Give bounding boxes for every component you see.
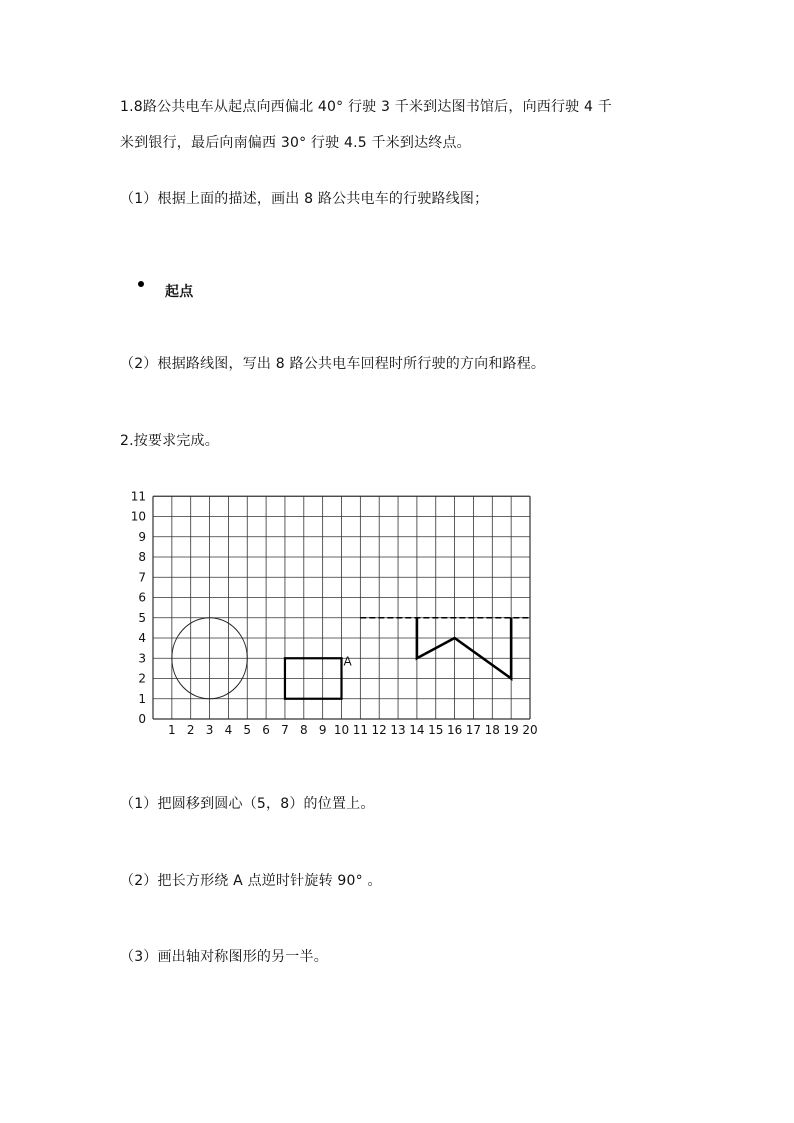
y-tick-label: 5 bbox=[138, 610, 146, 625]
start-point-dot bbox=[138, 281, 144, 287]
x-tick-label: 10 bbox=[333, 723, 350, 737]
y-tick-label: 2 bbox=[138, 671, 146, 686]
q1-sub1: （1）根据上面的描述，画出 8 路公共电车的行驶路线图； bbox=[120, 191, 489, 207]
start-point-label: 起点 bbox=[165, 284, 194, 300]
x-tick-label: 17 bbox=[465, 723, 482, 737]
x-tick-label: 20 bbox=[522, 723, 538, 737]
y-tick-label: 1 bbox=[138, 691, 146, 706]
q1-text-line1: 1.8路公共电车从起点向西偏北 40° 行驶 3 千米到达图书馆后，向西行驶 4 千 bbox=[120, 99, 612, 115]
grid-figure bbox=[120, 490, 560, 760]
y-tick-label: 0 bbox=[138, 712, 146, 726]
x-tick-label: 6 bbox=[262, 723, 270, 737]
x-tick-label: 3 bbox=[205, 723, 214, 737]
x-tick-label: 4 bbox=[224, 723, 233, 737]
y-tick-label: 9 bbox=[138, 529, 146, 544]
q2-sub3: （3）画出轴对称图形的另一半。 bbox=[120, 949, 328, 965]
x-tick-label: 9 bbox=[318, 723, 327, 737]
x-tick-label: 7 bbox=[281, 723, 289, 737]
y-tick-label: 6 bbox=[138, 590, 146, 605]
q2-sub2: （2）把长方形绕 A 点逆时针旋转 90° 。 bbox=[120, 873, 382, 889]
point-a-label: A bbox=[343, 654, 352, 669]
y-tick-label: 3 bbox=[138, 651, 146, 666]
x-tick-label: 12 bbox=[371, 723, 387, 737]
q1-text-line2: 米到银行，最后向南偏西 30° 行驶 4.5 千米到达终点。 bbox=[120, 135, 471, 151]
y-tick-label: 11 bbox=[130, 490, 146, 504]
x-tick-label: 5 bbox=[243, 723, 252, 737]
y-tick-label: 4 bbox=[138, 631, 146, 645]
x-tick-label: 8 bbox=[299, 723, 308, 737]
q2-sub1: （1）把圆移到圆心（5，8）的位置上。 bbox=[120, 796, 375, 812]
x-tick-label: 11 bbox=[352, 723, 368, 737]
q1-sub2: （2）根据路线图，写出 8 路公共电车回程时所行驶的方向和路程。 bbox=[120, 356, 546, 372]
q2-title: 2.按要求完成。 bbox=[120, 433, 219, 449]
x-tick-label: 2 bbox=[186, 723, 195, 737]
x-tick-label: 14 bbox=[409, 723, 425, 737]
symmetric-half-shape bbox=[417, 618, 511, 679]
x-tick-label: 15 bbox=[428, 723, 444, 737]
x-tick-label: 13 bbox=[390, 723, 406, 737]
y-tick-label: 10 bbox=[130, 509, 146, 524]
y-tick-label: 8 bbox=[138, 550, 146, 564]
x-tick-label: 19 bbox=[503, 723, 519, 737]
x-tick-label: 1 bbox=[168, 723, 176, 737]
y-tick-label: 7 bbox=[138, 570, 146, 585]
x-tick-label: 18 bbox=[484, 723, 500, 737]
x-tick-label: 16 bbox=[446, 723, 463, 737]
